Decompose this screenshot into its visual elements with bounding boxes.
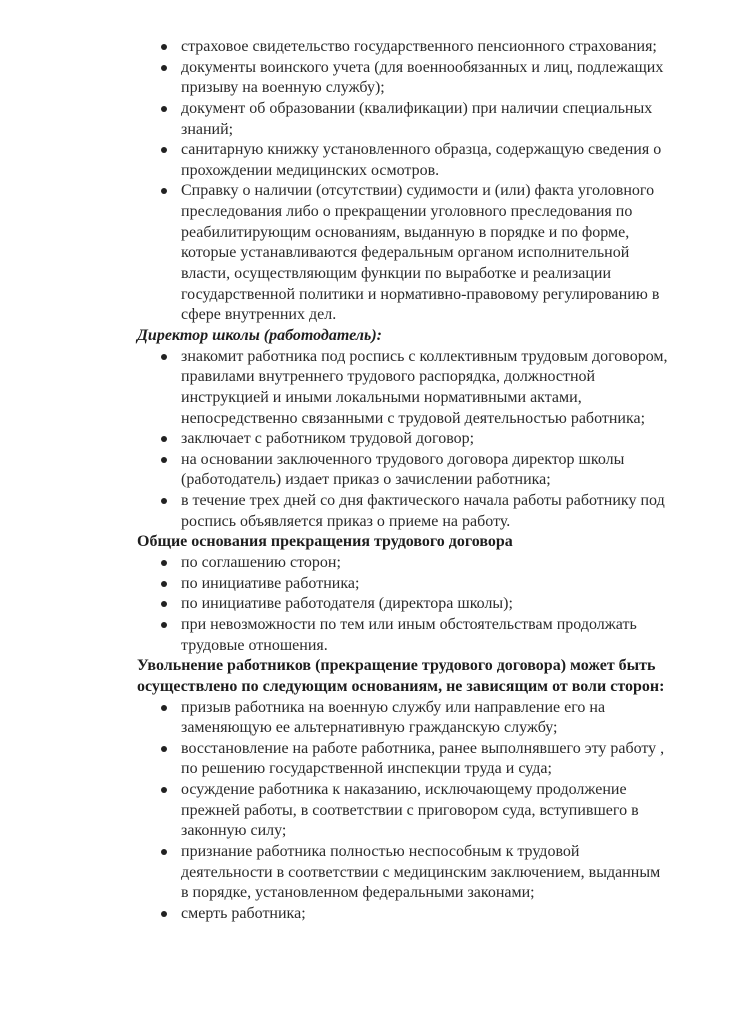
list-item (0, 904, 744, 925)
list-item (0, 739, 744, 780)
bullet-icon (161, 354, 167, 360)
section-heading: Общие основания прекращения трудового договора (137, 533, 513, 551)
bullet-icon (161, 581, 167, 587)
list-item (0, 181, 744, 325)
list-item-text: преследования либо о прекращении уголовного преследования по (181, 203, 633, 221)
list-item-text: реабилитирующим основаниям, выданную в порядке и по форме, (181, 223, 630, 241)
section-heading: осуществлено по следующим основаниям, не зависящим от воли сторон: (137, 677, 665, 695)
section-heading: Увольнение работников (прекращение трудового договора) может быть (137, 657, 656, 675)
list-item (0, 140, 744, 181)
list-item-text: прохождении медицинских осмотров. (181, 161, 440, 179)
list-item-text: по соглашению сторон; (181, 554, 341, 572)
bullet-list (0, 698, 744, 925)
list-item (0, 58, 744, 99)
bullet-icon (161, 746, 167, 752)
list-item-text: Справку о наличии (отсутствии) судимости и (или) факта уголовного (181, 182, 655, 200)
bullet-list (0, 553, 744, 656)
list-item-text: заменяющую ее альтернативную гражданскую службу; (181, 719, 558, 737)
bullet-icon (161, 560, 167, 566)
section (0, 656, 744, 924)
list-item-text: на основании заключенного трудового договора директор школы (181, 450, 625, 468)
document-page (0, 37, 744, 925)
list-item-text: государственной политики и нормативно-правовому регулированию в (181, 285, 660, 303)
list-item-text: осуждение работника к наказанию, исключающему продолжение (181, 781, 627, 799)
section-heading: Директор школы (работодатель): (137, 326, 382, 344)
list-item (0, 491, 744, 532)
list-item-text: власти, осуществляющим функции по выработке и реализации (181, 265, 612, 283)
bullet-icon (161, 44, 167, 50)
list-item (0, 347, 744, 430)
list-item (0, 698, 744, 739)
list-item-text: непосредственно связанными с трудовой деятельностью работника; (181, 409, 646, 427)
list-item-text: деятельности в соответствии с медицинским заключением, выданным (181, 863, 661, 881)
list-item-text: (работодатель) издает приказ о зачислении работника; (181, 471, 551, 489)
bullet-icon (161, 849, 167, 855)
list-item-text: трудовые отношения. (181, 636, 328, 654)
list-item-text: знакомит работника под роспись с коллективным трудовым договором, (181, 347, 668, 365)
list-item-text: документ об образовании (квалификации) при наличии специальных (181, 99, 653, 117)
list-item-text: заключает с работником трудовой договор; (181, 430, 475, 448)
list-item-text: по решению государственной инспекции труда и суда; (181, 760, 552, 778)
bullet-icon (161, 65, 167, 71)
list-item-text: документы воинского учета (для военнообязанных и лиц, подлежащих (181, 58, 664, 76)
bullet-icon (161, 106, 167, 112)
list-item-text: инструкцией и иными локальными нормативными актами, (181, 388, 582, 406)
list-item (0, 553, 744, 574)
list-item-text: страховое свидетельство государственного пенсионного страхования; (181, 38, 657, 55)
section (0, 326, 744, 532)
list-item-text: призыв работника на военную службу или направление его на (181, 698, 606, 716)
list-item (0, 574, 744, 595)
section (0, 532, 744, 656)
list-item (0, 615, 744, 656)
bullet-icon (161, 622, 167, 628)
list-item (0, 780, 744, 842)
bullet-list (0, 347, 744, 533)
list-item (0, 99, 744, 140)
list-item (0, 842, 744, 904)
list-item-text: смерть работника; (181, 904, 306, 922)
list-item-text: правилами внутреннего трудового распорядка, должностной (181, 368, 596, 386)
list-item (0, 594, 744, 615)
list-item-text: по инициативе работника; (181, 574, 360, 592)
list-item-text: в порядке, установленном федеральными законами; (181, 884, 535, 902)
bullet-list (0, 37, 744, 326)
bullet-icon (161, 457, 167, 463)
list-item-text: признание работника полностью неспособным к трудовой (181, 842, 580, 860)
list-item-text: восстановление на работе работника, ранее выполнявшего эту работу , (181, 739, 665, 757)
list-item (0, 37, 744, 58)
list-item-text: призыву на военную службу); (181, 79, 385, 97)
bullet-icon (161, 705, 167, 711)
list-item (0, 429, 744, 450)
section (0, 37, 744, 326)
list-item-text: санитарную книжку установленного образца, содержащую сведения о (181, 141, 662, 159)
list-item-text: которые устанавливаются федеральным органом исполнительной (181, 244, 630, 262)
list-item-text: роспись объявляется приказ о приеме на работу. (181, 512, 511, 530)
list-item-text: при невозможности по тем или иным обстоятельствам продолжать (181, 615, 637, 633)
list-item-text: сфере внутренних дел. (181, 306, 337, 324)
list-item (0, 450, 744, 491)
list-item-text: законную силу; (181, 822, 287, 840)
bullet-icon (161, 911, 167, 917)
list-item-text: в течение трех дней со дня фактического начала работы работнику под (181, 492, 665, 510)
list-item-text: прежней работы, в соответствии с приговором суда, вступившего в (181, 801, 639, 819)
list-item-text: по инициативе работодателя (директора школы); (181, 595, 513, 613)
list-item-text: знаний; (181, 120, 234, 138)
